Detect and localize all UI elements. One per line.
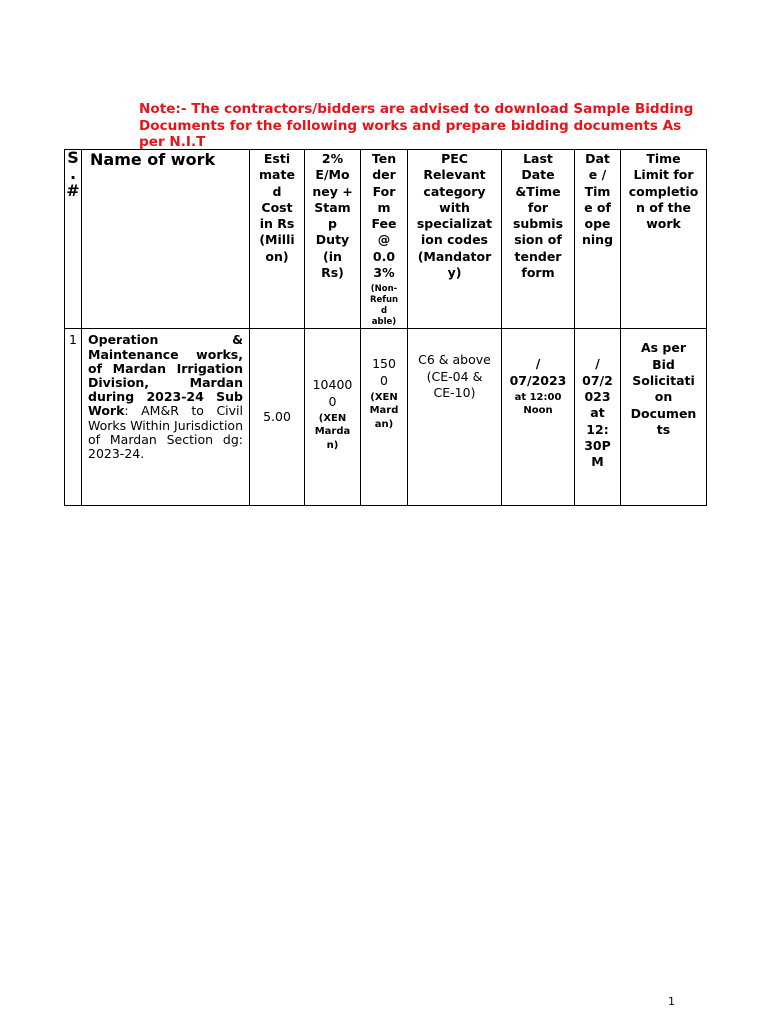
header-line: mate <box>259 167 295 183</box>
tender-fee-payee-line: Mard <box>369 405 399 417</box>
header-line: (Milli <box>259 232 295 248</box>
header-line: Relevant <box>423 167 486 183</box>
opening-line: 12: <box>586 421 609 437</box>
header-line: in Rs <box>259 216 295 232</box>
last-time-value <box>502 391 574 418</box>
header-line: Date <box>521 167 555 183</box>
header-pec-category <box>408 150 502 329</box>
header-line: 0.0 <box>372 248 396 264</box>
header-line: Limit for <box>633 167 694 183</box>
header-line: Dat <box>585 151 610 166</box>
header-line: d <box>272 183 282 199</box>
tender-fee-payee <box>361 391 407 432</box>
work-description <box>82 329 249 461</box>
work-title: Operation & Maintenance works, of Mardan Irrigation Division, Mardan during 2023-24 Sub Work <box>88 332 243 419</box>
em-value-line: 10400 <box>312 377 353 393</box>
header-line: y) <box>447 265 462 281</box>
header-opening <box>575 150 621 329</box>
header-line: ion codes <box>421 232 488 248</box>
row-last-date <box>502 329 575 506</box>
header-line: Stam <box>314 199 351 215</box>
header-line: on) <box>265 248 289 264</box>
header-line: form <box>521 265 555 281</box>
time-limit-value <box>621 329 706 438</box>
header-last-date <box>502 150 575 329</box>
row-estimated-cost <box>250 329 305 506</box>
time-limit-line: As per <box>640 340 687 356</box>
header-line: For <box>372 183 396 199</box>
header-line: e of <box>584 199 611 215</box>
row-earnest-money <box>305 329 361 506</box>
header-line: Cost <box>261 199 293 215</box>
header-line: @ <box>377 232 391 248</box>
tender-fee-payee-line: (XEN <box>370 391 398 403</box>
last-time-line: at 12:00 <box>514 391 562 403</box>
note-line: d <box>380 306 388 317</box>
header-line: m <box>377 199 391 215</box>
header-sno-line: . <box>69 164 77 184</box>
header-line: 3% <box>373 265 395 281</box>
header-line: Time <box>646 151 681 166</box>
header-line: der <box>372 167 396 183</box>
header-line: &Time <box>515 183 561 199</box>
tender-fee-value <box>361 329 407 389</box>
time-limit-line: Solicitati <box>632 372 695 388</box>
last-date-value <box>502 329 574 389</box>
header-sno-line: # <box>66 180 80 200</box>
opening-line: at <box>590 405 605 421</box>
header-line: (Mandator <box>417 248 492 264</box>
pec-value <box>408 329 501 401</box>
header-name-of-work-label: Name of work <box>90 150 216 169</box>
opening-line: 30P <box>584 437 611 453</box>
header-line: tender <box>514 248 562 264</box>
header-line: 2% <box>321 151 344 166</box>
row-time-limit <box>621 329 707 506</box>
header-line: E/Mo <box>315 167 350 183</box>
header-earnest-money <box>305 150 361 329</box>
header-line: Tim <box>584 183 611 199</box>
em-payee-line: Marda <box>314 426 351 438</box>
time-limit-line: Bid <box>652 356 675 372</box>
pec-line: CE-10) <box>433 384 476 400</box>
header-name-of-work <box>82 150 250 329</box>
row-sno-value: 1 <box>69 332 77 348</box>
instruction-note: Note:- The contractors/bidders are advised to download Sample Bidding Documents for the following works and prepare bidding documents As per N.I.T <box>139 101 694 150</box>
last-time-line: Noon <box>523 405 553 417</box>
header-line: Duty <box>315 232 350 248</box>
header-line: (in <box>323 248 342 264</box>
estimated-cost-value: 5.00 <box>263 409 291 425</box>
last-date-line: / <box>535 356 541 372</box>
tender-fee-value-line: 0 <box>380 372 388 388</box>
header-sno <box>65 150 82 329</box>
em-payee-line: n) <box>326 439 339 451</box>
em-payee-line: (XEN <box>318 412 347 424</box>
header-line: Last <box>523 151 553 166</box>
header-line: ope <box>584 216 611 232</box>
header-line: completio <box>628 183 699 199</box>
note-line: Refun <box>369 295 399 306</box>
header-tender-fee <box>361 150 408 329</box>
em-value <box>305 329 360 410</box>
tender-fee-payee-line: an) <box>374 418 394 430</box>
header-line: Rs) <box>321 265 344 281</box>
header-sno-line: S <box>67 149 79 167</box>
row-tender-fee <box>361 329 408 506</box>
pec-line: (CE-04 & <box>426 368 483 384</box>
opening-value <box>575 329 620 470</box>
header-line: work <box>646 216 681 232</box>
header-line: ning <box>581 232 614 248</box>
header-line: category <box>423 183 486 199</box>
time-limit-line: Documen <box>630 405 697 421</box>
header-line: for <box>527 199 549 215</box>
time-limit-line: ts <box>656 421 671 437</box>
row-pec-category <box>408 329 502 506</box>
header-line: ney + <box>312 183 353 199</box>
row-name-of-work <box>82 329 250 506</box>
em-value-line: 0 <box>328 393 337 409</box>
header-line: with <box>439 199 470 215</box>
header-row <box>65 150 707 329</box>
header-line: submis <box>512 216 564 232</box>
header-line: Fee <box>371 216 397 232</box>
opening-line: M <box>591 454 604 470</box>
header-line: n of the <box>636 199 691 215</box>
opening-line: 023 <box>584 388 611 404</box>
tender-fee-note <box>361 284 407 328</box>
time-limit-line: on <box>654 389 673 405</box>
page-number: 1 <box>668 995 675 1008</box>
header-line: Ten <box>371 151 397 166</box>
header-line: Esti <box>263 151 291 166</box>
pec-line: C6 & above <box>418 352 491 368</box>
header-line: e / <box>588 167 607 183</box>
header-time-limit <box>621 150 707 329</box>
opening-line: 07/2 <box>582 372 613 388</box>
tender-table <box>64 149 707 506</box>
header-line: PEC <box>441 151 468 166</box>
header-estimated-cost <box>250 150 305 329</box>
note-line: able) <box>371 317 397 328</box>
opening-line: / <box>595 356 600 372</box>
header-line: sion of <box>514 232 562 248</box>
tender-fee-value-line: 150 <box>372 356 396 372</box>
em-payee <box>305 412 360 453</box>
note-line: (Non- <box>370 284 398 295</box>
last-date-line: 07/2023 <box>509 372 567 388</box>
header-line: p <box>328 216 337 232</box>
row-opening <box>575 329 621 506</box>
row-sno <box>65 329 82 506</box>
work-detail: : AM&R to Civil Works Within Jurisdiction of Mardan Section dg: 2023-24. <box>88 403 243 461</box>
header-line: specializat <box>416 216 493 232</box>
table-row <box>65 329 707 506</box>
